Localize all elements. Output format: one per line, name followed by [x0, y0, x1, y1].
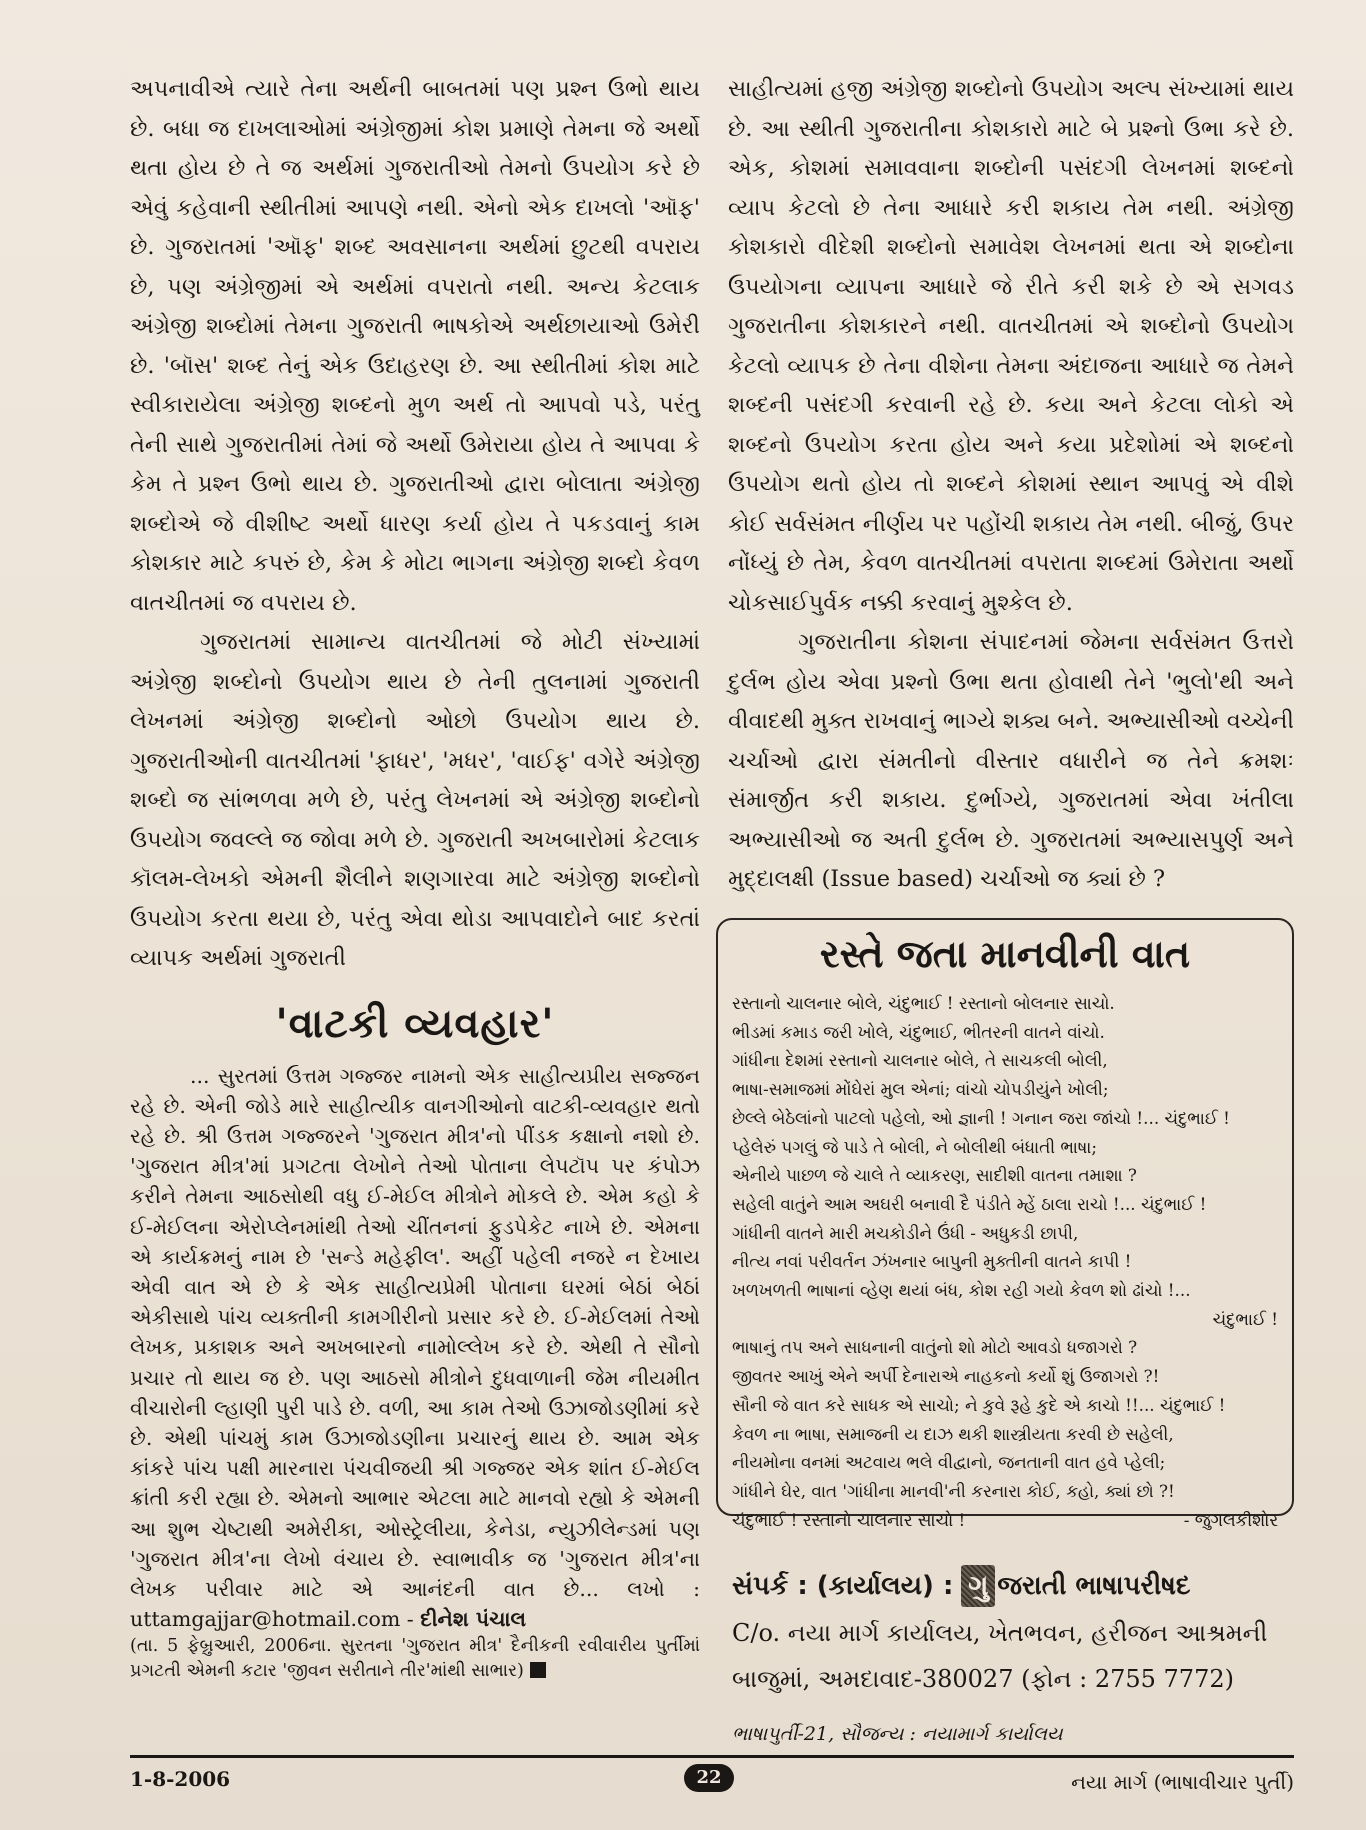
contact-heading	[732, 1565, 1302, 1607]
poem-line: પ્હેલેરું પગલું જે પાડે તે બોલી, ને બોલીથી બંધાતી ભાષા;	[732, 1136, 1098, 1157]
poem-last-row	[732, 1506, 1278, 1535]
poem-line: નીત્ય નવાં પરીવર્તન ઝંખનાર બાપુની મુક્તીની વાતને કાપી !	[732, 1251, 1132, 1272]
left-column	[130, 70, 700, 1684]
poem-line: ખળખળતી ભાષાનાં વ્હેણ થયાં બંધ, કોશ રહી ગયો કેવળ શો ઢાંચો !...	[732, 1280, 1191, 1301]
poem-line: ભાષાનું તપ અને સાધનાની વાતુંનો શો મોટો આવડો ધજાગરો ?	[732, 1337, 1138, 1358]
left-paragraph-1: અપનાવીએ ત્યારે તેના અર્થની બાબતમાં પણ પ્રશ્ન ઉભો થાય છે. બધા જ દાખલાઓમાં અંગ્રેજીમાં કોશ પ્રમાણે તેમના જે અર્થો થતા હોય છે તે જ અર્થમાં ગુજરાતીઓ તેમનો ઉપયોગ કરે છે એવું કહેવાની સ્થીતીમાં આપણે નથી. એનો એક દાખલો 'ઑફ' છે. ગુજરાતમાં 'ઑફ' શબ્દ અવસાનના અર્થમાં છુટથી વપરાય છે, પણ અંગ્રેજીમાં એ અર્થમાં વપરાતો નથી. અન્ય કેટલાક અંગ્રેજી શબ્દોમાં તેમના ગુજરાતી ભાષકોએ અર્થછાયાઓ ઉમેરી છે. 'બૉસ' શબ્દ તેનું એક ઉદાહરણ છે. આ સ્થીતીમાં કોશ માટે સ્વીકારાયેલા અંગ્રેજી શબ્દનો મુળ અર્થ તો આપવો પડે, પરંતુ તેની સાથે ગુજરાતીમાં તેમાં જે અર્થો ઉમેરાયા હોય તે આપવા કે કેમ તે પ્રશ્ન ઉભો થાય છે. ગુજરાતીઓ દ્વારા બોલાતા અંગ્રેજી શબ્દોએ જે વીશીષ્ટ અર્થો ધારણ કર્યા હોય તે પકડવાનું કામ કોશકાર માટે કપરું છે, કેમ કે મોટા ભાગના અંગ્રેજી શબ્દો કેવળ વાતચીતમાં જ વપરાય છે.	[130, 76, 700, 616]
poem-line: ભાષા-સમાજમાં મોંઘેરાં મુલ એનાં; વાંચો ચોપડીયુંને ખોલી;	[732, 1079, 1109, 1100]
footer-date: 1-8-2006	[130, 1767, 231, 1791]
poem-box	[716, 918, 1294, 1530]
contact-label: સંપર્ક : (કાર્યાલય) :	[732, 1570, 954, 1601]
poem-line: ભીડમાં કમાડ જરી ખોલે, ચંદુભાઈ, ભીતરની વાતને વાંચો.	[732, 1021, 1105, 1042]
poem-line: ગાંધીને ઘેર, વાત 'ગાંધીના માનવી'ની કરનારા કોઈ, કહો, ક્યાં છો ?!	[732, 1480, 1175, 1501]
footer-rule	[130, 1755, 1294, 1758]
organization-name: જરાતી ભાષાપરીષદ	[997, 1570, 1191, 1601]
right-column	[728, 70, 1294, 900]
supplement-note: ભાષાપુર્તી-21, સૌજન્ય : નયામાર્ગ કાર્યાલય	[732, 1723, 1063, 1745]
left-paragraph-2: ગુજરાતમાં સામાન્ય વાતચીતમાં જે મોટી સંખ્યામાં અંગ્રેજી શબ્દોનો ઉપયોગ થાય છે તેની તુલનામાં ગુજરાતી લેખનમાં અંગ્રેજી શબ્દોનો ઓછો ઉપયોગ થાય છે. ગુજરાતીઓની વાતચીતમાં 'ફાધર', 'મધર', 'વાઈફ' વગેરે અંગ્રેજી શબ્દો જ સાંભળવા મળે છે, પરંતુ લેખનમાં એ અંગ્રેજી શબ્દોનો ઉપયોગ જવલ્લે જ જોવા મળે છે. ગુજરાતી અખબારોમાં કેટલાક કૉલમ-લેખકો એમની શૈલીને શણગારવા માટે અંગ્રેજી શબ્દોનો ઉપયોગ કરતા થયા છે, પરંતુ એવા થોડા આપવાદોને બાદ કરતાં વ્યાપક અર્થમાં ગુજરાતી	[130, 629, 700, 971]
poem-line: સૌની જે વાત કરે સાધક એ સાચો; ને કુવે રૂહે કુદે એ કાચો !!... ચંદુભાઈ !	[732, 1394, 1226, 1415]
poem-line: સહેલી વાતુંને આમ અઘરી બનાવી દૈ પંડીતે મ્હેં ઠાલા રાચો !... ચંદુભાઈ !	[732, 1193, 1207, 1214]
right-paragraph-2: ગુજરાતીના કોશના સંપાદનમાં જેમના સર્વસંમત ઉત્તરો દુર્લભ હોય એવા પ્રશ્નો ઉભા થતા હોવાથી તેને 'ભુલો'થી અને વીવાદથી મુક્ત રાખવાનું ભાગ્યે શક્ય બને. અભ્યાસીઓ વચ્ચેની ચર્ચાઓ દ્વારા સંમતીનો વીસ્તાર વધારીને જ તેને ક્રમશઃ સંમાર્જીત કરી શકાય. દુર્ભાગ્યે, ગુજરાતમાં એવા ખંતીલા અભ્યાસીઓ જ અતી દુર્લભ છે. ગુજરાતમાં અભ્યાસપુર્ણ અને મુદ્દાલક્ષી (Issue based) ચર્ચાઓ જ ક્યાં છે ?	[728, 629, 1294, 892]
gujarati-bhasha-parishad-logo: ગુ	[961, 1565, 995, 1607]
author-signoff: દીનેશ પંચાલ	[420, 1607, 526, 1632]
section-title-vatki-vyavahar: 'વાટકી વ્યવહાર'	[275, 1000, 555, 1047]
left-paragraph-3	[130, 1061, 700, 1635]
contact-address-line-1: C/o. નયા માર્ગ કાર્યાલય, ખેતભવન, હરીજન આશ્રમની	[732, 1619, 1268, 1647]
poem-line: ગાંધીના દેશમાં રસ્તાનો ચાલનાર બોલે, તે સાચકલી બોલી,	[732, 1050, 1108, 1071]
source-credit	[130, 1634, 700, 1684]
publication-name: નયા માર્ગ (ભાષાવીચાર પુર્તી)	[1071, 1770, 1294, 1794]
poem-line: છેલ્લે બેઠેલાંનો પાટલો પહેલો, ઓ જ્ઞાની ! ગનાન જરા જાંચો !... ચંદુભાઈ !	[732, 1107, 1230, 1128]
poem-line: જીવતર આખું એને અર્પી દેનારાએ નાહકનો કર્યો શું ઉજાગરો ?!	[732, 1366, 1160, 1387]
end-mark-icon	[530, 1662, 546, 1678]
poem-author: - જુગલકીશોર	[1183, 1509, 1278, 1530]
contact-block	[732, 1565, 1302, 1745]
poem-line: એનીયે પાછળ જે ચાલે તે વ્યાકરણ, સાદીશી વાતના તમાશા ?	[732, 1165, 1137, 1186]
poem-refrain: ચંદુભાઈ !	[1212, 1308, 1278, 1329]
poem-line: કેવળ ના ભાષા, સમાજની ય દાઝ થકી શાસ્ત્રીયતા કરવી છે સહેલી,	[732, 1423, 1174, 1444]
poem-line: નીયમોના વનમાં અટવાય ભલે વીદ્વાનો, જનતાની વાત હવે પ્હેલી;	[732, 1452, 1166, 1473]
contact-address-line-2: બાજુમાં, અમદાવાદ-380027 (ફોન : 2755 7772)	[732, 1665, 1234, 1693]
source-credit-text: (તા. 5 ફેબ્રુઆરી, 2006ના. સુરતના 'ગુજરાત મીત્ર' દૈનીકની રવીવારીય પુર્તીમાં પ્રગટતી એમની કટાર 'જીવન સરીતાને તીર'માંથી સાભાર)	[130, 1636, 700, 1682]
poem-last-line: ચંદુભાઈ ! રસ્તાનો ચાલનાર સાચો !	[732, 1509, 966, 1530]
article-body-text: ... સુરતમાં ઉત્તમ ગજ્જર નામનો એક સાહીત્યપ્રીય સજ્જન રહે છે. એની જોડે મારે સાહીત્યીક વાનગીઓનો વાટકી-વ્યવહાર થતો રહે છે. શ્રી ઉત્તમ ગજ્જરને 'ગુજરાત મીત્ર'નો પીંડક કક્ષાનો નશો છે. 'ગુજરાત મીત્ર'માં પ્રગટતા લેખોને તેઓ પોતાના લેપટૉપ પર કંપોઝ કરીને તેમના આઠસોથી વધુ ઈ-મેઈલ મીત્રોને મોકલે છે. એમ કહો કે ઈ-મેઈલના એરોપ્લેનમાંથી તેઓ ચીંતનનાં ફુડપેકેટ નાખે છે. એમના એ કાર્યક્રમનું નામ છે 'સન્ડે મહેફીલ'. અહીં પહેલી નજરે ન દેખાય એવી વાત એ છે કે એક સાહીત્યપ્રેમી પોતાના ઘરમાં બેઠાં બેઠાં એકીસાથે પાંચ વ્યક્તીની કામગીરીનો પ્રસાર કરે છે. ઈ-મેઈલમાં તેઓ લેખક, પ્રકાશક અને અખબારનો નામોલ્લેખ કરે છે. એથી તે સૌનો પ્રચાર તો થાય જ છે. પણ આઠસો મીત્રોને દુધવાળાની જેમ નીયમીત વીચારોની લ્હાણી પુરી પાડે છે. વળી, આ કામ તેઓ ઉઝાજોડણીમાં કરે છે. એથી પાંચમું કામ ઉઝાજોડણીના પ્રચારનું થાય છે. આમ એક કાંકરે પાંચ પક્ષી મારનારા પંચવીજયી શ્રી ગજ્જર એક શાંત ઈ-મેઈલ ક્રાંતી કરી રહ્યા છે. એમનો આભાર એટલા માટે માનવો રહ્યો કે એમની આ શુભ ચેષ્ટાથી અમેરીકા, ઓસ્ટ્રેલીયા, કેનેડા, ન્યુઝીલેન્ડમાં પણ 'ગુજરાત મીત્ર'ના લેખો વંચાય છે. સ્વાભાવીક જ 'ગુજરાત મીત્ર'ના લેખક પરીવાર માટે એ આનંદની વાત છે... લખો : uttamgajjar@hotmail.com -	[130, 1063, 700, 1632]
right-paragraph-1: સાહીત્યમાં હજી અંગ્રેજી શબ્દોનો ઉપયોગ અલ્પ સંખ્યામાં થાય છે. આ સ્થીતી ગુજરાતીના કોશકારો માટે બે પ્રશ્નો ઉભા કરે છે. એક, કોશમાં સમાવવાના શબ્દોની પસંદગી લેખનમાં શબ્દનો વ્યાપ કેટલો છે તેના આધારે કરી શકાય તેમ નથી. અંગ્રેજી કોશકારો વીદેશી શબ્દોનો સમાવેશ લેખનમાં થતા એ શબ્દોના ઉપયોગના વ્યાપના આધારે જે રીતે કરી શકે છે એ સગવડ ગુજરાતીના કોશકારને નથી. વાતચીતમાં એ શબ્દોનો ઉપયોગ કેટલો વ્યાપક છે તેના વીશેના તેમના અંદાજના આધારે જ તેમને શબ્દની પસંદગી કરવાની રહે છે. કયા અને કેટલા લોકો એ શબ્દનો ઉપયોગ કરતા હોય અને કયા પ્રદેશોમાં એ શબ્દનો ઉપયોગ થતો હોય તો શબ્દને કોશમાં સ્થાન આપવું એ વીશે કોઈ સર્વસંમત નીર્ણય પર પહોંચી શકાય તેમ નથી. બીજું, ઉપર નોંધ્યું છે તેમ, કેવળ વાતચીતમાં વપરાતા શબ્દમાં ઉમેરાતા અર્થો ચોકસાઈપુર્વક નક્કી કરવાનું મુશ્કેલ છે.	[728, 76, 1294, 616]
poem-line: રસ્તાનો ચાલનાર બોલે, ચંદુભાઈ ! રસ્તાનો બોલનાર સાચો.	[732, 993, 1115, 1013]
poem-line: ગાંધીની વાતને મારી મચકોડીને ઉંધી - અધુકડી છાપી,	[732, 1222, 1079, 1243]
page-number-badge: 22	[684, 1764, 734, 1792]
poem-title: રસ્તે જતા માનવીની વાત	[819, 932, 1191, 976]
